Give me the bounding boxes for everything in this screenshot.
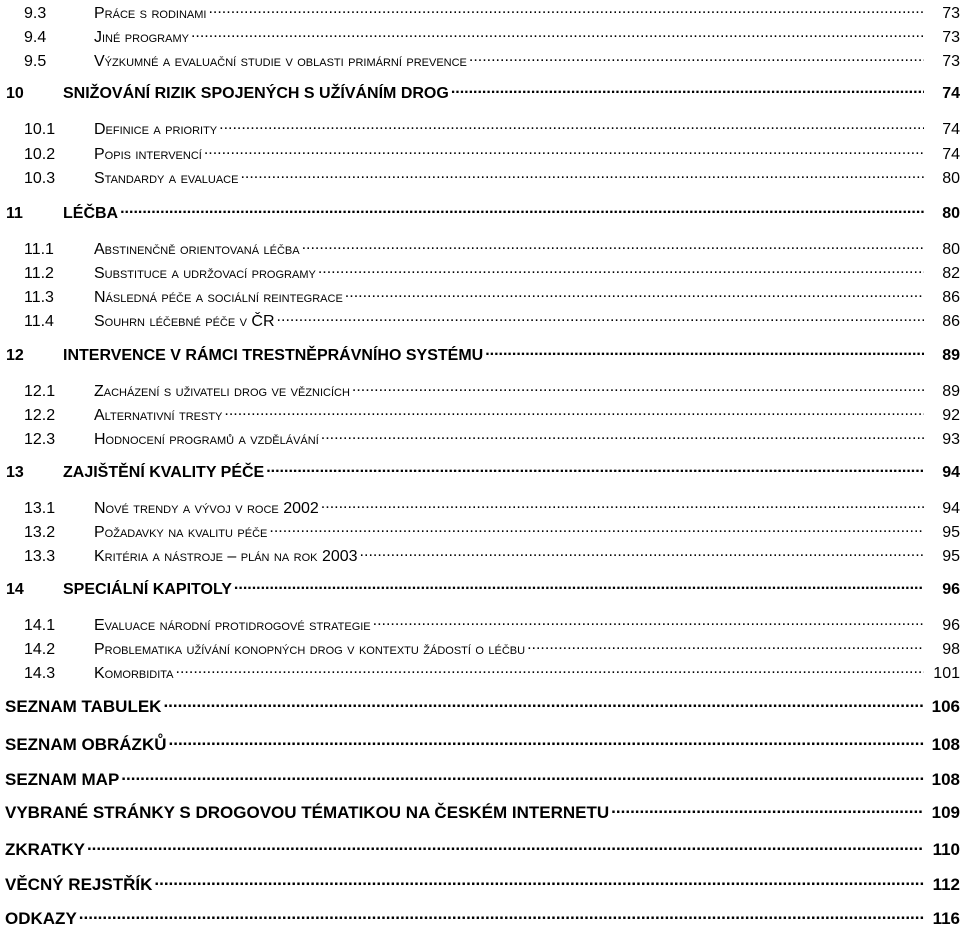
toc-entry[interactable] bbox=[0, 578, 960, 599]
toc-entry[interactable] bbox=[0, 82, 960, 103]
toc-entry[interactable] bbox=[0, 838, 960, 860]
toc-entry-page-number[interactable]: 109 bbox=[931, 803, 960, 822]
toc-entry-page-number[interactable]: 112 bbox=[932, 875, 960, 894]
toc-entry-title[interactable]: Popis intervencí bbox=[94, 146, 202, 163]
toc-entry-page-number[interactable]: 80 bbox=[942, 205, 960, 222]
toc-entry-number: 9.3 bbox=[24, 5, 47, 22]
toc-entry-page-number[interactable]: 86 bbox=[942, 289, 960, 306]
toc-entry-title[interactable]: Kritéria a nástroje – plán na rok 2003 bbox=[94, 548, 358, 565]
toc-entry[interactable] bbox=[0, 614, 960, 635]
toc-entry-title[interactable]: Standardy a evaluace bbox=[94, 170, 239, 187]
toc-entry-number: 13.1 bbox=[24, 500, 56, 517]
toc-entry[interactable] bbox=[0, 801, 960, 823]
dot-leader bbox=[163, 695, 924, 712]
dot-leader bbox=[611, 801, 924, 818]
toc-entry-page-number[interactable]: 93 bbox=[942, 431, 960, 448]
toc-entry-title[interactable]: Požadavky na kvalitu péče bbox=[94, 524, 268, 541]
toc-entry-title[interactable]: ODKAZY bbox=[5, 909, 77, 928]
dot-leader bbox=[527, 638, 924, 654]
toc-entry-title[interactable]: Komorbidita bbox=[94, 665, 174, 682]
toc-entry-title[interactable]: VĚCNÝ REJSTŘÍK bbox=[5, 875, 153, 894]
toc-entry[interactable] bbox=[0, 428, 960, 449]
dot-leader bbox=[191, 26, 924, 42]
dot-leader bbox=[321, 428, 924, 444]
toc-entry-title[interactable]: ZAJIŠTĚNÍ KVALITY PÉČE bbox=[63, 464, 265, 481]
toc-entry[interactable] bbox=[0, 202, 960, 223]
toc-entry-page-number[interactable]: 96 bbox=[942, 581, 960, 598]
toc-entry-number: 12.3 bbox=[24, 431, 56, 448]
dot-leader bbox=[360, 545, 924, 561]
toc-entry-title[interactable]: Substituce a udržovací programy bbox=[94, 265, 316, 282]
toc-entry-title[interactable]: Nové trendy a vývoj v roce 2002 bbox=[94, 500, 319, 517]
toc-entry-number: 12 bbox=[6, 347, 24, 364]
toc-entry-number: 13.3 bbox=[24, 548, 56, 565]
dot-leader bbox=[469, 50, 924, 66]
toc-entry-title[interactable]: Abstinenčně orientovaná léčba bbox=[94, 241, 300, 258]
toc-entry-title[interactable]: LÉČBA bbox=[63, 205, 119, 222]
toc-entry-number: 11.2 bbox=[24, 265, 54, 282]
toc-entry-title[interactable]: SEZNAM MAP bbox=[5, 770, 120, 789]
toc-entry-number: 10.1 bbox=[24, 121, 56, 138]
dot-leader bbox=[87, 838, 924, 855]
toc-entry-page-number[interactable]: 108 bbox=[931, 735, 960, 754]
dot-leader bbox=[485, 344, 924, 360]
toc-entry-number: 12.1 bbox=[24, 383, 56, 400]
toc-entry-title[interactable]: SEZNAM TABULEK bbox=[5, 697, 162, 716]
toc-entry-page-number[interactable]: 101 bbox=[933, 665, 960, 682]
dot-leader bbox=[302, 238, 924, 254]
toc-entry-number: 14.3 bbox=[24, 665, 56, 682]
toc-entry-title[interactable]: INTERVENCE V RÁMCI TRESTNĚPRÁVNÍHO SYSTÉMU bbox=[63, 347, 484, 364]
toc-entry-page-number[interactable]: 106 bbox=[931, 697, 960, 716]
toc-entry[interactable] bbox=[0, 167, 960, 188]
toc-entry[interactable] bbox=[0, 50, 960, 71]
dot-leader bbox=[120, 202, 924, 218]
toc-entry[interactable] bbox=[0, 873, 960, 895]
toc-entry-number: 9.4 bbox=[24, 29, 47, 46]
toc-entry-page-number[interactable]: 108 bbox=[931, 770, 960, 789]
toc-entry-page-number[interactable]: 96 bbox=[942, 617, 960, 634]
toc-entry-page-number[interactable]: 86 bbox=[942, 313, 960, 330]
toc-entry[interactable] bbox=[0, 118, 960, 139]
dot-leader bbox=[121, 768, 924, 785]
toc-entry-page-number[interactable]: 74 bbox=[942, 146, 960, 163]
toc-entry-title[interactable]: Evaluace národní protidrogové strategie bbox=[94, 617, 371, 634]
toc-entry-page-number[interactable]: 80 bbox=[942, 170, 960, 187]
toc-entry-number: 10.3 bbox=[24, 170, 56, 187]
dot-leader bbox=[204, 143, 924, 159]
toc-entry-page-number[interactable]: 98 bbox=[942, 641, 960, 658]
toc-entry-title[interactable]: Alternativní tresty bbox=[94, 407, 223, 424]
toc-entry[interactable] bbox=[0, 768, 960, 790]
toc-entry-page-number[interactable]: 73 bbox=[942, 53, 960, 70]
dot-leader bbox=[219, 118, 924, 134]
toc-entry-page-number[interactable]: 82 bbox=[942, 265, 960, 282]
dot-leader bbox=[224, 404, 924, 420]
toc-entry-number: 13 bbox=[6, 464, 24, 481]
dot-leader bbox=[169, 733, 925, 750]
dot-leader bbox=[373, 614, 924, 630]
toc-entry[interactable] bbox=[0, 461, 960, 482]
toc-entry-number: 11.3 bbox=[24, 289, 54, 306]
toc-entry-title[interactable]: Práce s rodinami bbox=[94, 5, 207, 22]
toc-entry-title[interactable]: Výzkumné a evaluační studie v oblasti primární prevence bbox=[94, 53, 467, 70]
toc-entry-number: 14 bbox=[6, 581, 24, 598]
toc-entry[interactable] bbox=[0, 380, 960, 401]
toc-entry-page-number[interactable]: 74 bbox=[942, 121, 960, 138]
dot-leader bbox=[321, 497, 924, 513]
dot-leader bbox=[208, 2, 924, 18]
toc-entry-page-number[interactable]: 94 bbox=[942, 464, 960, 481]
toc-entry-title[interactable]: SNIŽOVÁNÍ RIZIK SPOJENÝCH S UŽÍVÁNÍM DROG bbox=[63, 85, 449, 102]
dot-leader bbox=[277, 310, 924, 326]
toc-entry-title[interactable]: SPECIÁLNÍ KAPITOLY bbox=[63, 581, 232, 598]
toc-entry-number: 11.4 bbox=[24, 313, 54, 330]
dot-leader bbox=[266, 461, 924, 477]
toc-entry-title[interactable]: VYBRANÉ STRÁNKY S DROGOVOU TÉMATIKOU NA ČESKÉM INTERNETU bbox=[5, 803, 610, 822]
toc-entry-page-number[interactable]: 74 bbox=[942, 85, 960, 102]
toc-entry[interactable] bbox=[0, 521, 960, 542]
toc-entry-title[interactable]: ZKRATKY bbox=[5, 840, 85, 859]
toc-entry-number: 10 bbox=[6, 85, 24, 102]
toc-entry-page-number[interactable]: 95 bbox=[942, 524, 960, 541]
toc-entry-page-number[interactable]: 73 bbox=[942, 29, 960, 46]
toc-entry-number: 11.1 bbox=[24, 241, 54, 258]
toc-entry[interactable] bbox=[0, 344, 960, 365]
toc-entry-page-number[interactable]: 116 bbox=[932, 909, 960, 928]
dot-leader bbox=[176, 662, 924, 678]
toc-entry-number: 12.2 bbox=[24, 407, 56, 424]
dot-leader bbox=[451, 82, 924, 98]
toc-entry-title[interactable]: Problematika užívání konopných drog v kontextu žádostí o léčbu bbox=[94, 641, 526, 658]
dot-leader bbox=[234, 578, 924, 594]
toc-entry-number: 14.2 bbox=[24, 641, 56, 658]
toc-entry-number: 14.1 bbox=[24, 617, 56, 634]
toc-entry[interactable] bbox=[0, 695, 960, 717]
toc-entry-title[interactable]: SEZNAM OBRÁZKŮ bbox=[5, 735, 167, 754]
dot-leader bbox=[269, 521, 924, 537]
toc-entry-page-number[interactable]: 110 bbox=[932, 840, 960, 859]
toc-entry-number: 11 bbox=[6, 205, 23, 222]
toc-entry[interactable] bbox=[0, 497, 960, 518]
toc-entry[interactable] bbox=[0, 2, 960, 23]
toc-entry-number: 9.5 bbox=[24, 53, 47, 70]
dot-leader bbox=[240, 167, 924, 183]
toc-entry-title[interactable]: Jiné programy bbox=[94, 29, 189, 46]
dot-leader bbox=[345, 286, 924, 302]
toc-entry[interactable] bbox=[0, 310, 960, 331]
toc-entry[interactable] bbox=[0, 545, 960, 566]
toc-entry-title[interactable]: Souhrn léčebné péče v ČR bbox=[94, 313, 275, 330]
toc-entry[interactable] bbox=[0, 638, 960, 659]
dot-leader bbox=[352, 380, 924, 396]
toc-entry[interactable] bbox=[0, 26, 960, 47]
toc-entry[interactable] bbox=[0, 662, 960, 683]
dot-leader bbox=[318, 262, 924, 278]
dot-leader bbox=[79, 907, 924, 924]
toc-entry-page-number[interactable]: 94 bbox=[942, 500, 960, 517]
toc-entry-title[interactable]: Hodnocení programů a vzdělávání bbox=[94, 431, 319, 448]
toc-entry-page-number[interactable]: 73 bbox=[942, 5, 960, 22]
toc-entry-title[interactable]: Následná péče a sociální reintegrace bbox=[94, 289, 343, 306]
toc-entry[interactable] bbox=[0, 907, 960, 929]
toc-entry[interactable] bbox=[0, 238, 960, 259]
toc-entry-number: 13.2 bbox=[24, 524, 56, 541]
toc-entry-title[interactable]: Zacházení s uživateli drog ve věznicích bbox=[94, 383, 350, 400]
toc-entry[interactable] bbox=[0, 733, 960, 755]
toc-entry-page-number[interactable]: 95 bbox=[942, 548, 960, 565]
toc-entry-number: 10.2 bbox=[24, 146, 56, 163]
toc-entry-title[interactable]: Definice a priority bbox=[94, 121, 218, 138]
toc-entry[interactable] bbox=[0, 143, 960, 164]
toc-entry-page-number[interactable]: 80 bbox=[942, 241, 960, 258]
toc-entry-page-number[interactable]: 89 bbox=[942, 347, 960, 364]
toc-entry[interactable] bbox=[0, 404, 960, 425]
toc-entry-page-number[interactable]: 92 bbox=[942, 407, 960, 424]
toc-entry-page-number[interactable]: 89 bbox=[942, 383, 960, 400]
toc-entry[interactable] bbox=[0, 262, 960, 283]
toc-entry[interactable] bbox=[0, 286, 960, 307]
dot-leader bbox=[154, 873, 924, 890]
